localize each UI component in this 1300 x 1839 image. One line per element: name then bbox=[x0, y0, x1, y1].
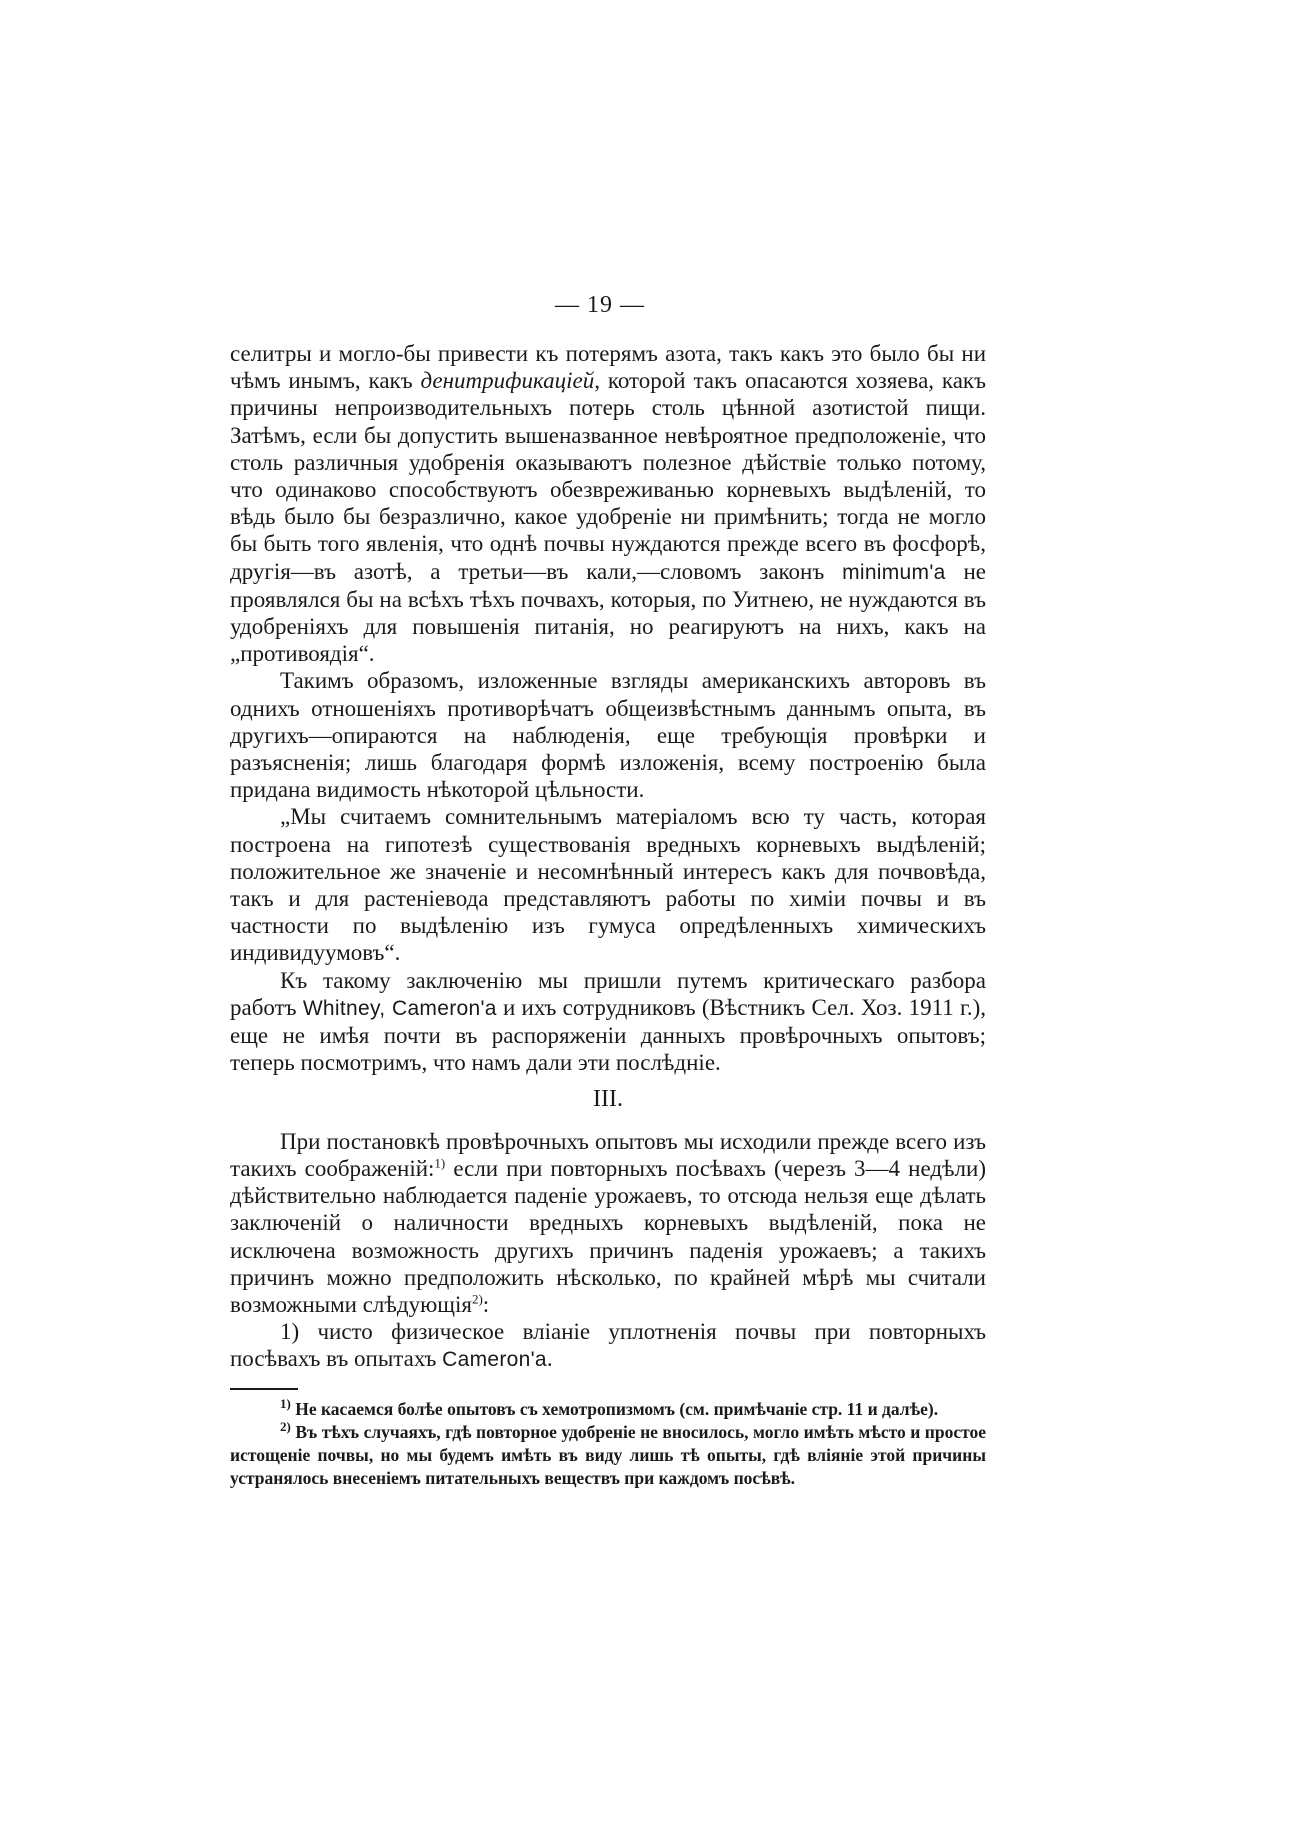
footnote-divider bbox=[230, 1388, 298, 1390]
footnote-1: $^{1)}$ Не касаемся болѣе опытовъ съ хемотропизмомъ (см. примѣчаніе стр. 11 и далѣе). bbox=[280, 1395, 939, 1419]
footnote-2: $^{2)}$ Въ тѣхъ случаяхъ, гдѣ повторное удобреніе не вносилось, могло имѣть мѣсто и простое истощеніе почвы, но мы будемъ имѣть въ виду лишь тѣ опыты, гдѣ вліяніе этой причины устранялось внесеніемъ питательныхъ веществъ при каждомъ посѣвѣ. bbox=[230, 1418, 986, 1488]
latin-term: minimum'a bbox=[842, 560, 946, 584]
footnotes bbox=[230, 1395, 986, 1490]
italic-term: денитрификаціей bbox=[420, 368, 595, 394]
footnote-ref-2[interactable]: 2) bbox=[471, 1291, 483, 1307]
paragraph-1: селитры и могло-бы привести къ потерямъ азота, такъ какъ это было бы ни чѣмъ инымъ, какъ денитрификаціей, которой такъ опасаются хозяева, какъ причины непроизводительныхъ потерь столь цѣнной азотистой пищи. Затѣмъ, если бы допустить вышеназванное невѣроятное предположеніе, что столь различныя удобренія оказываютъ полезное дѣйствіе только потому, что одинаково способствуютъ обезвреживанью корневыхъ выдѣленій, то вѣдь было бы безразлично, какое удобреніе ни примѣнить; тогда не могло бы быть того явленія, что однѣ почвы нуждаются прежде всего въ фосфорѣ, другія—въ азотѣ, а третьи—въ кали,—словомъ законъ minimum'a не проявлялся бы на всѣхъ тѣхъ почвахъ, которыя, по Уитнею, не нуждаются въ удобреніяхъ для повышенія питанія, но реагируютъ на нихъ, какъ на „противоядія“. bbox=[230, 341, 986, 667]
paragraph-2: Такимъ образомъ, изложенные взгляды американскихъ авторовъ въ однихъ отношеніяхъ противорѣчатъ общеизвѣстнымъ даннымъ опыта, въ другихъ—опираются на наблюденія, еще требующія провѣрки и разъясненія; лишь благодаря формѣ изложенія, всему построенію была придана видимость нѣкоторой цѣльности. bbox=[230, 668, 986, 803]
body-text bbox=[230, 340, 986, 1490]
latin-author: Cameron'a bbox=[442, 1348, 547, 1372]
section-heading: III. bbox=[593, 1086, 623, 1113]
page-number: — 19 — bbox=[555, 292, 645, 318]
paragraph-3-quote: „Мы считаемъ сомнительнымъ матеріаломъ всю ту часть, которая построена на гипотезѣ существованія вредныхъ корневыхъ выдѣленій; положительное же значеніе и несомнѣнный интересъ какъ для почвовѣда, такъ и для растеніевода представляютъ работы по химіи почвы и въ частности по выдѣленію изъ гумуса опредѣленныхъ химическихъ индивидуумовъ“. bbox=[230, 804, 986, 966]
paragraph-6: 1) чисто физическое вліаніе уплотненія почвы при повторныхъ посѣвахъ въ опытахъ Cameron'a. bbox=[230, 1319, 986, 1372]
footnote-ref-1[interactable]: 1) bbox=[434, 1155, 446, 1171]
latin-authors: Whitney, Cameron'a bbox=[302, 996, 497, 1020]
paragraph-5: При постановкѣ провѣрочныхъ опытовъ мы исходили прежде всего изъ такихъ соображеній:$^{1)}$ если при повторныхъ посѣвахъ (черезъ 3—4 недѣли) дѣйствительно наблюдается паденіе урожаевъ, то отсюда нельзя еще дѣлать заключеній о наличности вредныхъ корневыхъ выдѣленій, пока не исключена возможность другихъ причинъ паденія урожаевъ; а такихъ причинъ можно предположить нѣсколько, по крайней мѣрѣ мы считали возможными слѣдующія$^{2)}$: bbox=[230, 1128, 986, 1317]
paragraph-4: Къ такому заключенію мы пришли путемъ критическаго разбора работъ Whitney, Cameron'a и ихъ сотрудниковъ (Вѣстникъ Сел. Хоз. 1911 г.), еще не имѣя почти въ распоряженіи данныхъ провѣрочныхъ опытовъ; теперь посмотримъ, что намъ дали эти послѣдніе. bbox=[230, 967, 986, 1076]
